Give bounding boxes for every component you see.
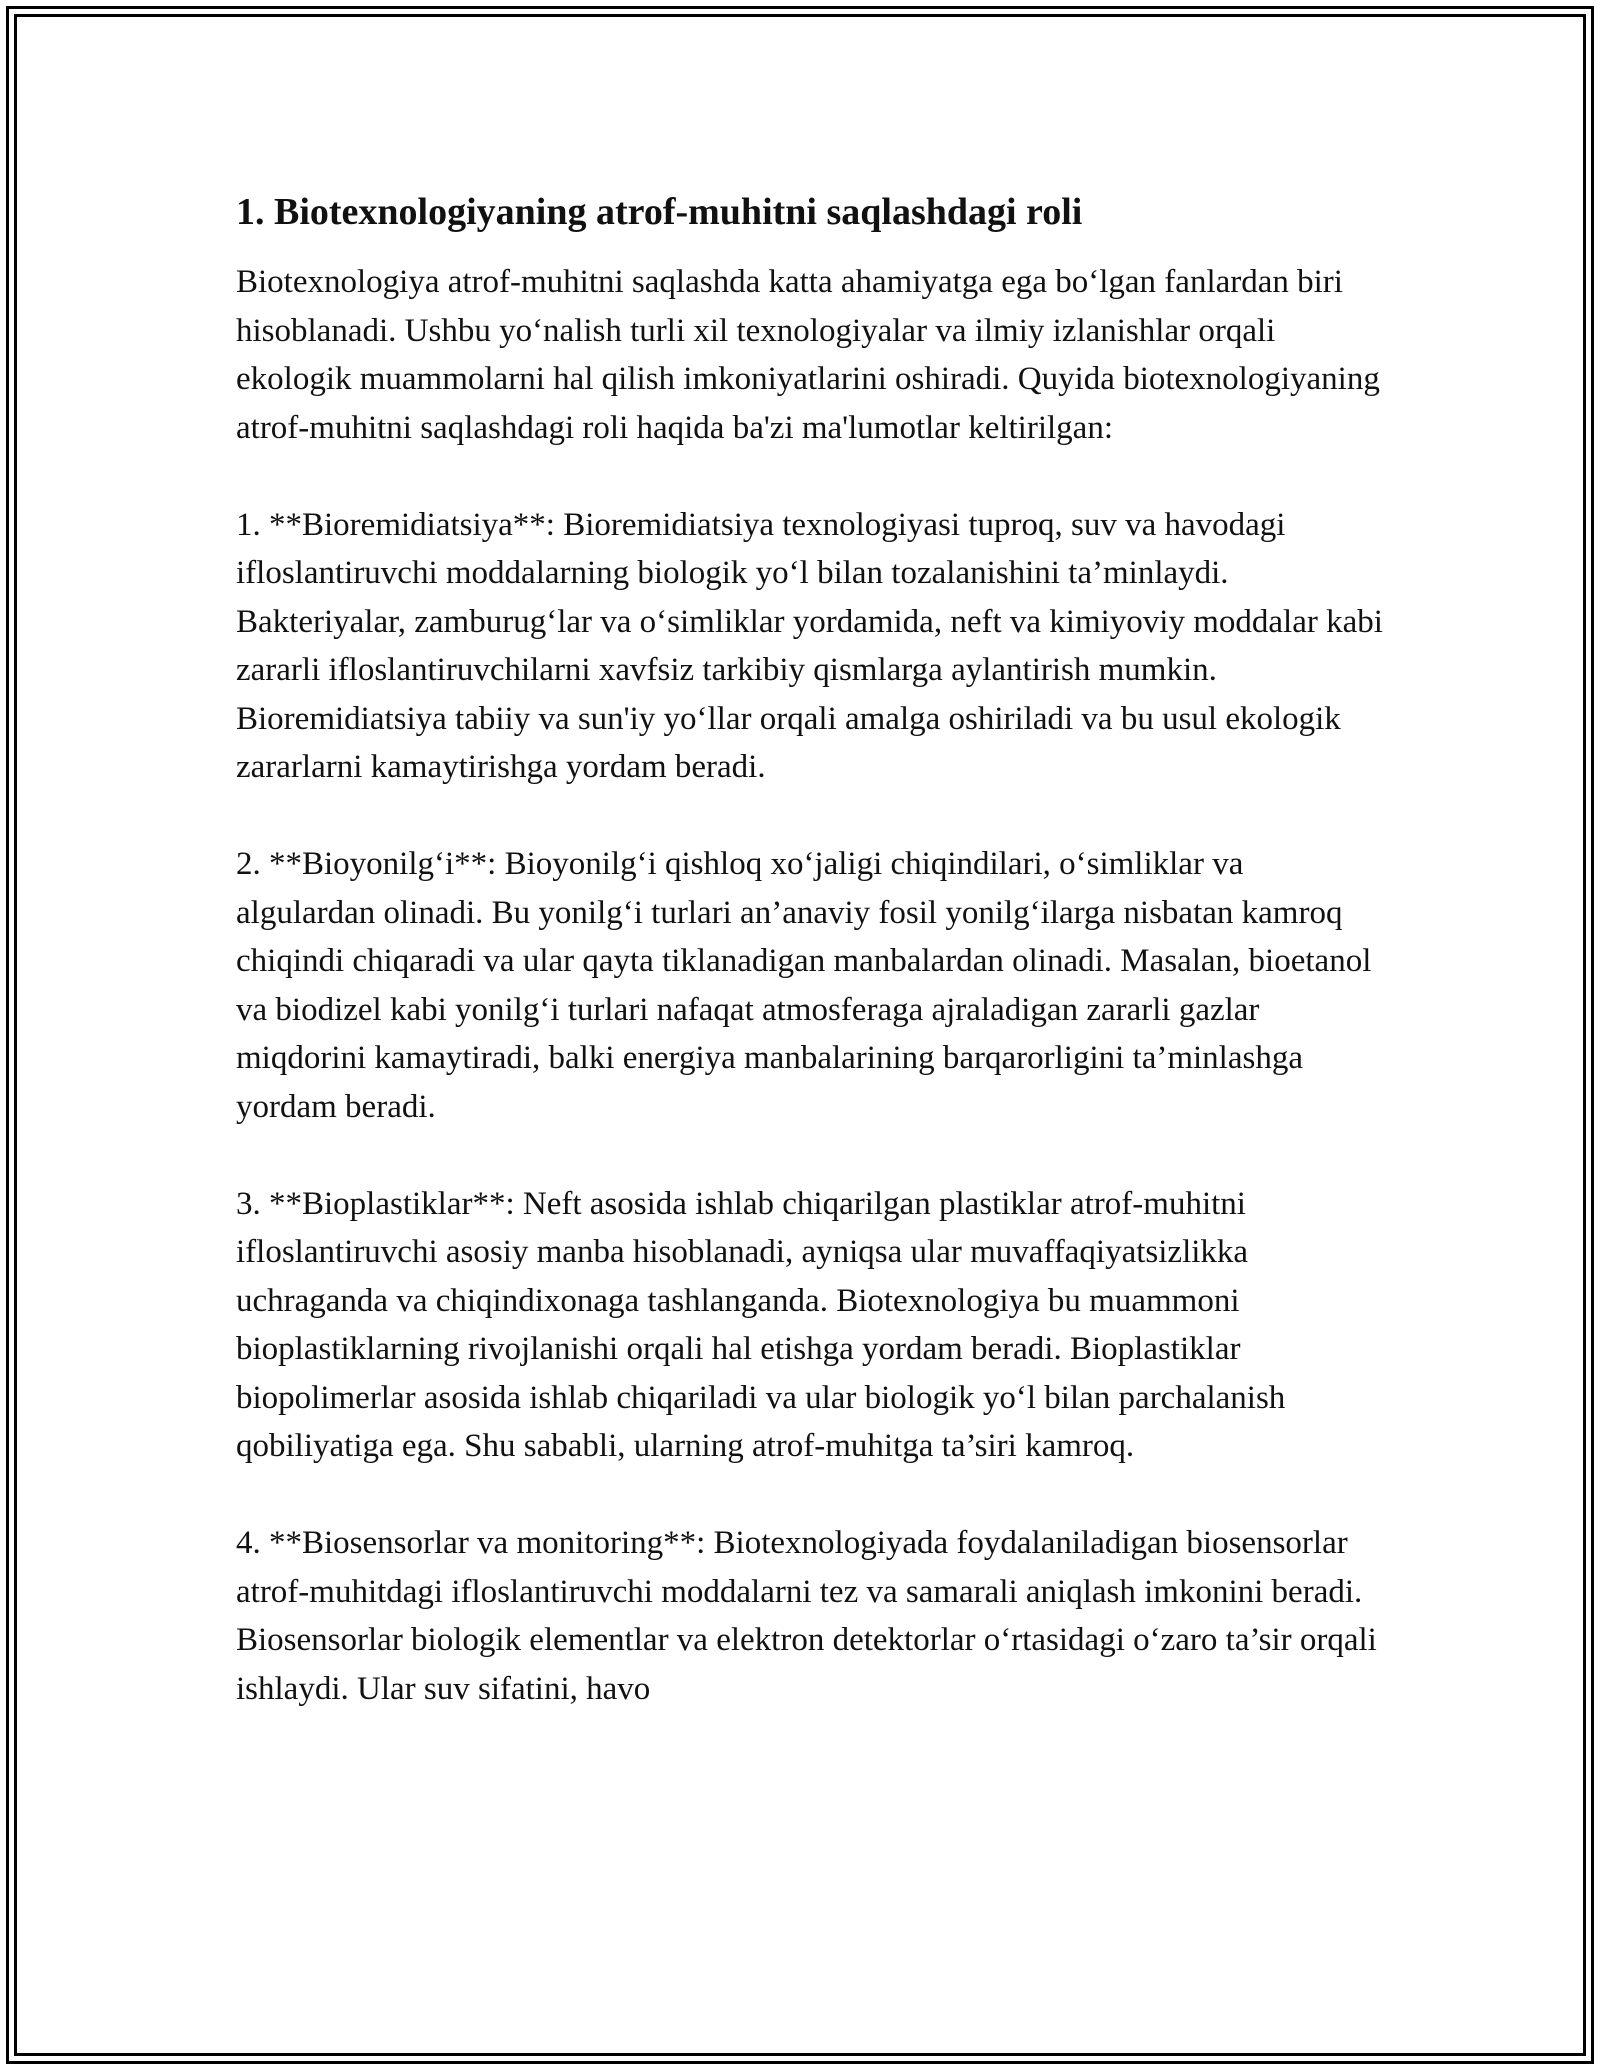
paragraph-bioplastiklar: 3. **Bioplastiklar**: Neft asosida ishlab chiqarilgan plastiklar atrof-muhitni ifloslantiruvchi asosiy manba hisoblanadi, ayniqsa ular muvaffaqiyatsizlikka uchraganda va chiqindixonaga tashlanganda. Biotexnologiya bu muammoni bioplastiklarning rivojlanishi orqali hal etishga yordam beradi. Bioplastiklar biopolimerlar asosida ishlab chiqariladi va ular biologik yo‘l bilan parchalanish qobiliyatiga ega. Shu sababli, ularning atrof-muhitga ta’siri kamroq. xyxy=(236,1185,1286,1464)
paragraph-bioyonilgi: 2. **Bioyonilg‘i**: Bioyonilg‘i qishloq xo‘jaligi chiqindilari, o‘simliklar va algulardan olinadi. Bu yonilg‘i turlari an’anaviy fosil yonilg‘ilarga nisbatan kamroq chiqindi chiqaradi va ular qayta tiklanadigan manbalardan olinadi. Masalan, bioetanol va biodizel kabi yonilg‘i turlari nafaqat atmosferaga ajraladigan zararli gazlar miqdorini kamaytiradi, balki energiya manbalarining barqarorligini ta’minlashga yordam beradi. xyxy=(236,846,1372,1125)
document-title: 1. Biotexnologiyaning atrof-muhitni saqlashdagi roli xyxy=(236,191,1083,233)
paragraph-biosensorlar: 4. **Biosensorlar va monitoring**: Biotexnologiyada foydalaniladigan biosensorlar atrof-muhitdagi ifloslantiruvchi moddalarni tez va samarali aniqlash imkonini beradi. Biosensorlar biologik elementlar va elektron detektorlar o‘rtasidagi o‘zaro ta’sir orqali ishlaydi. Ular suv sifatini, havo xyxy=(236,1525,1377,1707)
paragraph-bioremidiatsiya: 1. **Bioremidiatsiya**: Bioremidiatsiya texnologiyasi tuproq, suv va havodagi ifloslantiruvchi moddalarning biologik yo‘l bilan tozalanishini ta’minlaydi. Bakteriyalar, zamburug‘lar va o‘simliklar yordamida, neft va kimiyoviy moddalar kabi zararli ifloslantiruvchilarni xavfsiz tarkibiy qismlarga aylantirish mumkin. Bioremidiatsiya tabiiy va sun'iy yo‘llar orqali amalga oshiriladi va bu usul ekologik zararlarni kamaytirishga yordam beradi. xyxy=(236,506,1383,785)
document-body xyxy=(236,186,1386,1713)
intro-paragraph: Biotexnologiya atrof-muhitni saqlashda katta ahamiyatga ega bo‘lgan fanlardan biri hisoblanadi. Ushbu yo‘nalish turli xil texnologiyalar va ilmiy izlanishlar orqali ekologik muammolarni hal qilish imkoniyatlarini oshiradi. Quyida biotexnologiyaning atrof-muhitni saqlashdagi roli haqida ba'zi ma'lumotlar keltirilgan: xyxy=(236,264,1380,446)
